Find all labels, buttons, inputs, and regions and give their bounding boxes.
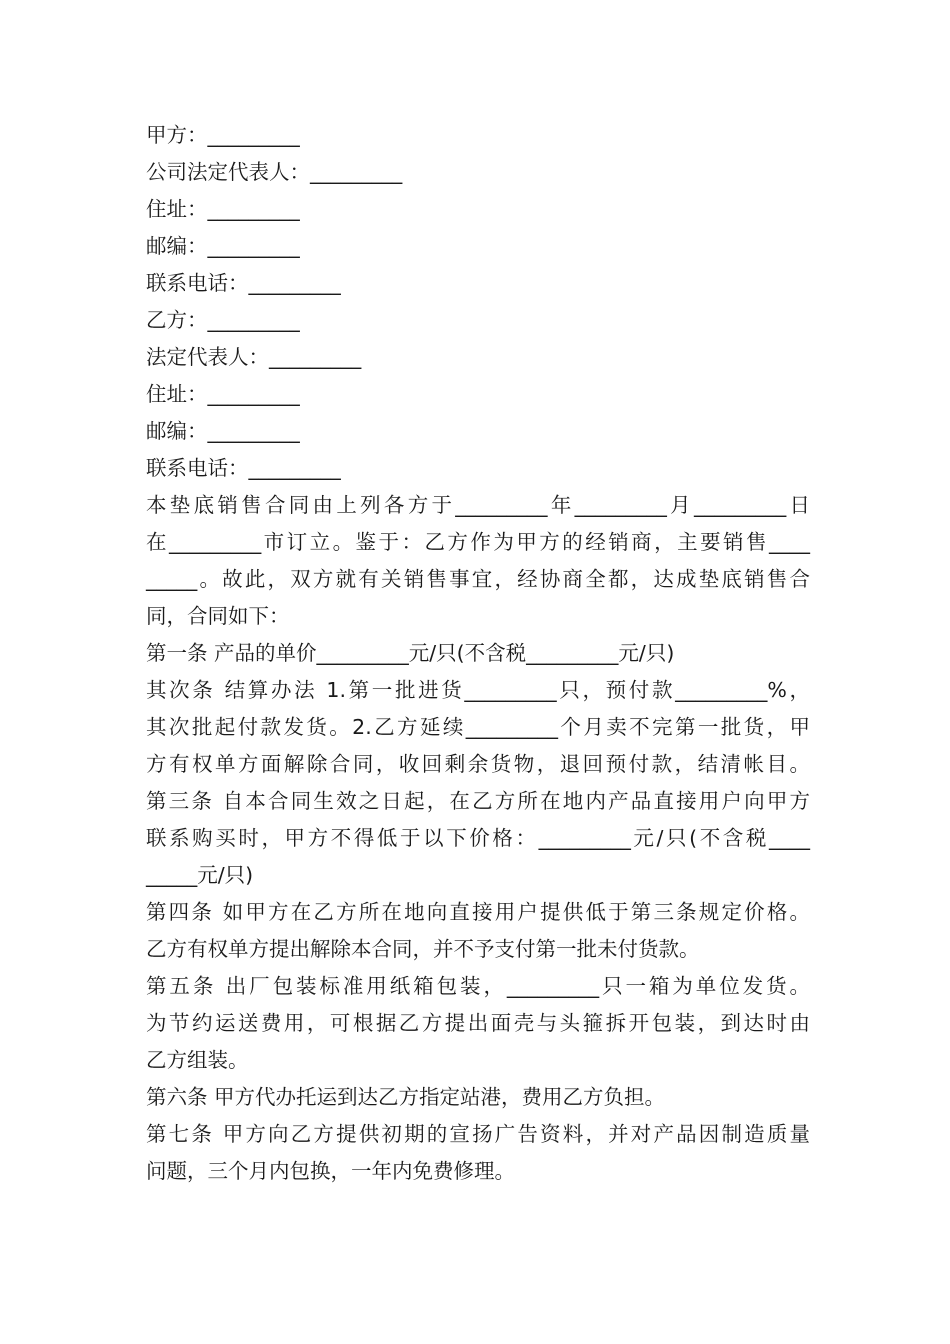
party-b-address-line: 住址：_________ bbox=[146, 382, 300, 406]
article-1-line: 第一条 产品的单价_________元/只(不含税_________元/只) bbox=[146, 641, 675, 665]
party-a-representative-line: 公司法定代表人：_________ bbox=[146, 160, 403, 184]
preamble-line: 同，合同如下： bbox=[146, 604, 290, 628]
party-a-line: 甲方：_________ bbox=[146, 123, 300, 147]
article-7-line: 问题，三个月内包换，一年内免费修理。 bbox=[146, 1159, 515, 1183]
article-2-line: 其次批起付款发货。2.乙方延续_________个月卖不完第一批货，甲 bbox=[146, 715, 810, 739]
article-6-line: 第六条 甲方代办托运到达乙方指定站港，费用乙方负担。 bbox=[146, 1085, 666, 1109]
article-7-line: 第七条 甲方向乙方提供初期的宣扬广告资料，并对产品因制造质量 bbox=[146, 1122, 810, 1146]
article-5-line: 乙方组装。 bbox=[146, 1048, 249, 1072]
contract-body bbox=[146, 117, 810, 1190]
party-a-address-line: 住址：_________ bbox=[146, 197, 300, 221]
article-5-line: 为节约运送费用，可根据乙方提出面壳与头箍拆开包装，到达时由 bbox=[146, 1011, 810, 1035]
party-b-phone-line: 联系电话：_________ bbox=[146, 456, 341, 480]
party-a-postcode-line: 邮编：_________ bbox=[146, 234, 300, 258]
article-2-line: 其次条 结算办法 1.第一批进货_________只，预付款_________%， bbox=[146, 678, 810, 702]
preamble-line: 本垫底销售合同由上列各方于_________年_________月_________日 bbox=[146, 493, 810, 517]
party-a-phone-line: 联系电话：_________ bbox=[146, 271, 341, 295]
party-b-postcode-line: 邮编：_________ bbox=[146, 419, 300, 443]
preamble-line: 在_________市订立。鉴于：乙方作为甲方的经销商，主要销售____ bbox=[146, 530, 810, 554]
article-3-line: _____元/只) bbox=[146, 863, 254, 887]
party-b-line: 乙方：_________ bbox=[146, 308, 300, 332]
party-b-representative-line: 法定代表人：_________ bbox=[146, 345, 362, 369]
article-4-line: 乙方有权单方提出解除本合同，并不予支付第一批未付货款。 bbox=[146, 937, 700, 961]
article-2-line: 方有权单方面解除合同，收回剩余货物，退回预付款，结清帐目。 bbox=[146, 752, 810, 776]
article-3-line: 联系购买时，甲方不得低于以下价格：_________元/只(不含税____ bbox=[146, 826, 810, 850]
preamble-line: _____。故此，双方就有关销售事宜，经协商全都，达成垫底销售合 bbox=[146, 567, 810, 591]
article-4-line: 第四条 如甲方在乙方所在地向直接用户提供低于第三条规定价格。 bbox=[146, 900, 810, 924]
article-3-line: 第三条 自本合同生效之日起，在乙方所在地内产品直接用户向甲方 bbox=[146, 789, 810, 813]
article-5-line: 第五条 出厂包装标准用纸箱包装，_________只一箱为单位发货。 bbox=[146, 974, 810, 998]
